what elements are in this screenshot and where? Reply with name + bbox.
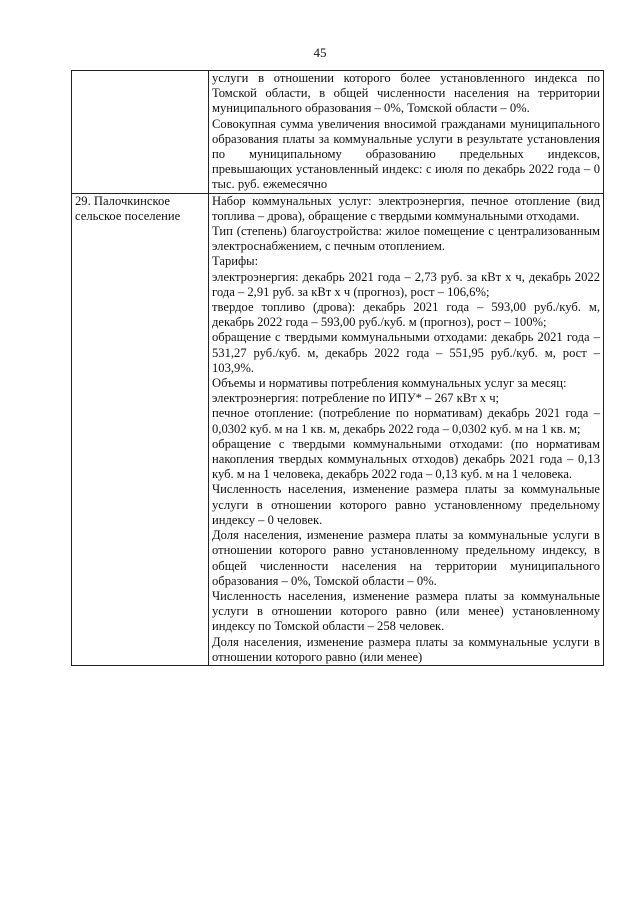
tariff-table bbox=[71, 70, 604, 666]
municipality-cell: 29. Палочкинское сельское поселение bbox=[72, 193, 209, 665]
paragraph: Численность населения, изменение размера платы за коммунальные услуги в отношении которого равно (или менее) установленному индексу по Томской области – 258 человек. bbox=[212, 588, 600, 634]
paragraph: электроэнергия: декабрь 2021 года – 2,73 руб. за кВт х ч, декабрь 2022 года – 2,91 руб. за кВт х ч (прогноз), рост – 106,6%; bbox=[212, 269, 600, 299]
paragraph: Доля населения, изменение размера платы за коммунальные услуги в отношении которого равно (или менее) bbox=[212, 634, 600, 664]
paragraph: Набор коммунальных услуг: электроэнергия, печное отопление (вид топлива – дрова), обращение с твердыми коммунальными отходами. bbox=[212, 193, 600, 223]
paragraph: Объемы и нормативы потребления коммунальных услуг за месяц: bbox=[212, 376, 567, 391]
paragraph: Численность населения, изменение размера платы за коммунальные услуги в отношении которого равно установленному предельному индексу – 0 человек. bbox=[212, 482, 600, 527]
description-cell bbox=[209, 193, 604, 665]
paragraph: твердое топливо (дрова): декабрь 2021 года – 593,00 руб./куб. м, декабрь 2022 года – 593,00 руб./куб. м (прогноз), рост – 100%; bbox=[212, 300, 600, 330]
paragraph: Тарифы: bbox=[212, 254, 259, 269]
paragraph: электроэнергия: потребление по ИПУ* – 267 кВт х ч; bbox=[212, 391, 500, 406]
page-number: 45 bbox=[313, 45, 327, 60]
paragraph: обращение с твердыми коммунальными отходами: (по нормативам накопления твердых коммунальных отходов) декабрь 2021 года – 0,13 куб. м на 1 человека, декабрь 2022 года – 0,13 куб. м на 1 человека. bbox=[212, 436, 600, 482]
table-row bbox=[72, 193, 604, 665]
paragraph: Совокупная сумма увеличения вносимой гражданами муниципального образования платы за коммунальные услуги в результате установления по муниципальному образованию предельных индексов, превышающих установленный индекс: с июля по декабрь 2022 года – 0 тыс. руб. ежемесячно bbox=[212, 116, 600, 192]
paragraph: Доля населения, изменение размера платы за коммунальные услуги в отношении которого равно установленному предельному индексу, в общей численности населения на территории муниципального образования – 0%, Томской области – 0%. bbox=[212, 528, 600, 588]
paragraph: обращение с твердыми коммунальными отходами: декабрь 2021 года – 531,27 руб./куб. м, декабрь 2022 года – 551,95 руб./куб. м, рост – 103,9%. bbox=[212, 330, 600, 375]
municipality-cell bbox=[72, 71, 209, 194]
paragraph: печное отопление: (потребление по нормативам) декабрь 2021 года – 0,0302 куб. м на 1 кв. м, декабрь 2022 года – 0,0302 куб. м на 1 кв. м; bbox=[212, 406, 600, 436]
table-row bbox=[72, 71, 604, 194]
paragraph: услуги в отношении которого более установленного индекса по Томской области, в общей численности населения на территории муниципального образования – 0%, Томской области – 0%. bbox=[212, 71, 600, 116]
description-cell bbox=[209, 71, 604, 194]
paragraph: Тип (степень) благоустройства: жилое помещение с централизованным электроснабжением, с печным отоплением. bbox=[212, 224, 600, 254]
